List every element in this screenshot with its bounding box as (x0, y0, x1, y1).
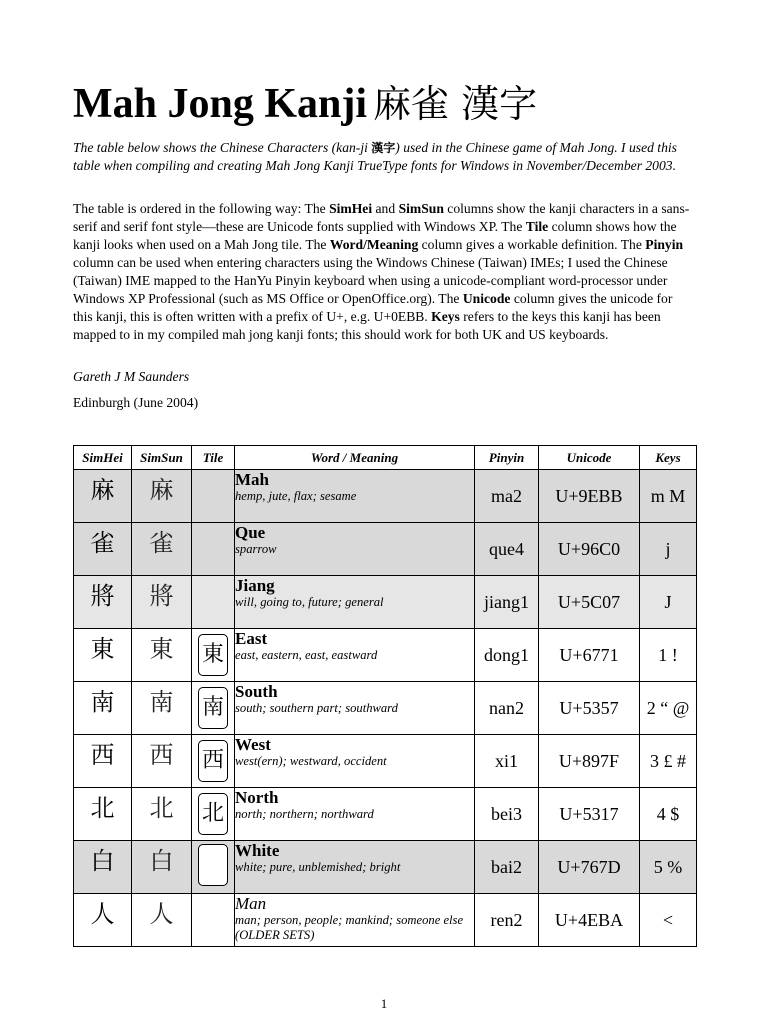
word-label: East (235, 629, 268, 648)
cell-keys: 2 “ @ (640, 682, 697, 735)
cell-word-meaning (235, 629, 475, 682)
body-term-word: Word/Meaning (329, 237, 419, 252)
page-title (73, 80, 537, 128)
cell-pinyin: bai2 (475, 841, 539, 894)
cell-unicode: U+767D (539, 841, 640, 894)
meaning-text: east, eastern, east, eastward (235, 648, 378, 662)
cell-unicode: U+5317 (539, 788, 640, 841)
header-tile: Tile (192, 446, 235, 470)
header-unicode: Unicode (539, 446, 640, 470)
body-text: column gives the unicode for this kanji, this is often written with a prefix of U+, e.g. U+0EBB. (73, 291, 673, 324)
page-number: 1 (380, 996, 388, 1011)
cell-simhei: 麻 (74, 470, 132, 523)
cell-pinyin: ren2 (475, 894, 539, 947)
table-row (74, 576, 697, 629)
meaning-text: west(ern); westward, occident (235, 754, 387, 768)
cell-tile (192, 576, 235, 629)
cell-unicode: U+96C0 (539, 523, 640, 576)
word-label: Man (235, 894, 267, 913)
cell-pinyin: nan2 (475, 682, 539, 735)
title-text: Mah Jong Kanji (73, 81, 368, 127)
cell-tile (192, 470, 235, 523)
meaning-text: north; northern; northward (235, 807, 374, 821)
header-word-meaning: Word / Meaning (235, 446, 475, 470)
body-text: column shows how the kanji looks when used on a Mah Jong tile. The (73, 219, 677, 252)
cell-word-meaning (235, 788, 475, 841)
table-row (74, 470, 697, 523)
cell-simhei: 人 (74, 894, 132, 947)
cell-simsun: 南 (132, 682, 192, 735)
cell-keys: m M (640, 470, 697, 523)
table-row (74, 735, 697, 788)
intro-kanji: 漢字 (371, 141, 396, 155)
meaning-text: south; southern part; southward (235, 701, 398, 715)
meaning-text: sparrow (235, 542, 277, 556)
meaning-text: will, going to, future; general (235, 595, 384, 609)
body-term-simhei: SimHei (329, 201, 373, 216)
cell-tile (192, 894, 235, 947)
word-label: Jiang (235, 576, 275, 595)
cell-unicode: U+5C07 (539, 576, 640, 629)
intro-paragraph (73, 139, 695, 175)
cell-simhei: 東 (74, 629, 132, 682)
cell-unicode: U+5357 (539, 682, 640, 735)
cell-unicode: U+9EBB (539, 470, 640, 523)
cell-tile (192, 788, 235, 841)
cell-simsun: 將 (132, 576, 192, 629)
body-term-tile: Tile (525, 219, 549, 234)
table-body (74, 470, 697, 947)
intro-pre: The table below shows the Chinese Characters (kan-ji (73, 140, 372, 155)
word-label: South (235, 682, 278, 701)
meaning-text: white; pure, unblemished; bright (235, 860, 401, 874)
cell-keys: 1 ! (640, 629, 697, 682)
cell-word-meaning (235, 735, 475, 788)
cell-simsun: 北 (132, 788, 192, 841)
cell-word-meaning (235, 470, 475, 523)
table-row (74, 894, 697, 947)
cell-keys: 4 $ (640, 788, 697, 841)
kanji-table (73, 445, 697, 947)
author-name: Gareth J M Saunders (73, 369, 190, 384)
table-row (74, 523, 697, 576)
cell-simhei: 北 (74, 788, 132, 841)
body-term-unicode: Unicode (462, 291, 511, 306)
header-keys: Keys (640, 446, 697, 470)
word-label: White (235, 841, 280, 860)
cell-word-meaning (235, 576, 475, 629)
cell-simsun: 白 (132, 841, 192, 894)
cell-pinyin: bei3 (475, 788, 539, 841)
table-row (74, 788, 697, 841)
cell-simsun: 東 (132, 629, 192, 682)
cell-simsun: 麻 (132, 470, 192, 523)
word-label: West (235, 735, 271, 754)
mahjong-tile: 東 (198, 634, 228, 676)
cell-simhei: 白 (74, 841, 132, 894)
mahjong-tile (198, 844, 228, 886)
word-label: Mah (235, 470, 269, 489)
body-term-simsun: SimSun (398, 201, 444, 216)
cell-keys: 3 £ # (640, 735, 697, 788)
cell-tile (192, 735, 235, 788)
intro-post: ) used in the Chinese game of Mah Jong. I used this table when compiling and creating Mah Jong Kanji TrueType fonts for Windows in November/December 2003. (73, 140, 677, 173)
body-text: refers to the keys this kanji has been mapped to in my compiled mah jong kanji fonts; this should work for both UK and US keyboards. (73, 309, 661, 342)
table-row (74, 682, 697, 735)
place-date: Edinburgh (June 2004) (73, 395, 199, 410)
title-cjk: 麻雀 漢字 (373, 82, 538, 126)
cell-simhei: 雀 (74, 523, 132, 576)
mahjong-tile: 南 (198, 687, 228, 729)
cell-word-meaning (235, 523, 475, 576)
cell-pinyin: ma2 (475, 470, 539, 523)
word-label: Que (235, 523, 266, 542)
cell-simhei: 西 (74, 735, 132, 788)
cell-pinyin: xi1 (475, 735, 539, 788)
cell-unicode: U+897F (539, 735, 640, 788)
cell-tile (192, 841, 235, 894)
meaning-text: man; person, people; mankind; someone else (OLDER SETS) (235, 913, 464, 942)
cell-unicode: U+4EBA (539, 894, 640, 947)
body-text: columns show the kanji characters in a sans-serif and serif font style—these are Unicode fonts supplied with Windows XP. The (73, 201, 690, 234)
table-header-row (74, 446, 697, 470)
cell-word-meaning (235, 841, 475, 894)
cell-unicode: U+6771 (539, 629, 640, 682)
cell-simhei: 南 (74, 682, 132, 735)
body-term-pinyin: Pinyin (645, 237, 684, 252)
mahjong-tile: 北 (198, 793, 228, 835)
cell-keys: 5 % (640, 841, 697, 894)
cell-keys: j (640, 523, 697, 576)
word-label: North (235, 788, 279, 807)
header-simsun: SimSun (132, 446, 192, 470)
cell-simsun: 雀 (132, 523, 192, 576)
cell-tile (192, 629, 235, 682)
cell-word-meaning (235, 682, 475, 735)
body-text: column gives a workable definition. The (418, 237, 646, 252)
mahjong-tile: 西 (198, 740, 228, 782)
cell-pinyin: jiang1 (475, 576, 539, 629)
cell-pinyin: dong1 (475, 629, 539, 682)
header-simhei: SimHei (74, 446, 132, 470)
explanation-paragraph (73, 200, 695, 344)
cell-keys: < (640, 894, 697, 947)
body-text: The table is ordered in the following way: The (73, 201, 330, 216)
meaning-text: hemp, jute, flax; sesame (235, 489, 357, 503)
body-text: column can be used when entering characters using the Windows Chinese (Taiwan) IMEs; I used the Chinese (Taiwan) IME mapped to the HanYu Pinyin keyboard when using a unicode-compliant word-processor under Windows XP Professional (such as MS Office or OpenOffice.org). The (73, 255, 668, 306)
cell-pinyin: que4 (475, 523, 539, 576)
cell-simsun: 西 (132, 735, 192, 788)
table-row (74, 629, 697, 682)
cell-tile (192, 682, 235, 735)
cell-word-meaning (235, 894, 475, 947)
cell-simhei: 將 (74, 576, 132, 629)
cell-tile (192, 523, 235, 576)
body-text: and (372, 201, 399, 216)
cell-simsun: 人 (132, 894, 192, 947)
header-pinyin: Pinyin (475, 446, 539, 470)
table-row (74, 841, 697, 894)
cell-keys: J (640, 576, 697, 629)
body-term-keys: Keys (431, 309, 460, 324)
